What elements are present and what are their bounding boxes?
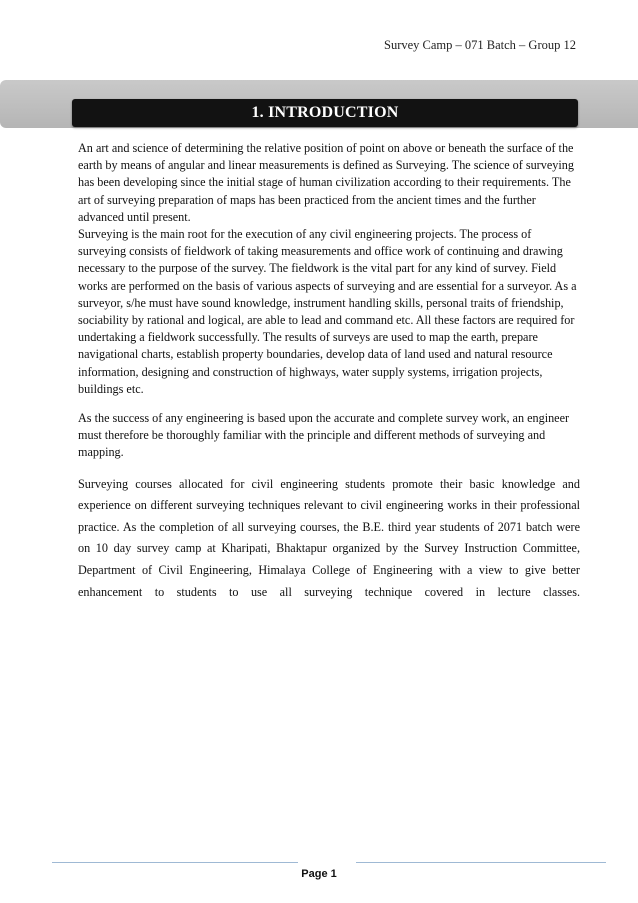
- running-header: Survey Camp – 071 Batch – Group 12: [384, 38, 576, 52]
- footer-rule-right: [356, 862, 606, 863]
- paragraph-spacer: [78, 462, 580, 474]
- paragraph-survey-camp: [78, 474, 580, 604]
- section-title: 1. INTRODUCTION: [72, 99, 578, 127]
- paragraph-success: As the success of any engineering is based upon the accurate and complete survey work, an engineer must therefore be thoroughly familiar with the principle and different methods of surveying and mapping.: [78, 411, 570, 460]
- paragraph-spacer: [78, 398, 580, 410]
- paragraph-definition: An art and science of determining the relative position of point on above or beneath the surface of the earth by means of angular and linear measurements is defined as Surveying. The science of surveying has been developing since the initial stage of human civilization according to their requirements. The art of surveying preparation of maps has been practiced from the ancient times and the further advanced until present.: [78, 141, 574, 224]
- paragraph-survey-camp-text: Surveying courses allocated for civil engineering students promote their basic knowledge and experience on different surveying techniques relevant to civil engineering works in their professional practice. As the completion of all surveying courses, the B.E. third year students of 2071 batch were on 10 day survey camp at Kharipati, Bhaktapur organized by the Survey Instruction Committee, Department of Civil Engineering, Himalaya College of Engineering with a view to give better enhancement to students to use all surveying technique covered in lecture classes.: [78, 476, 580, 599]
- paragraph-surveying-process: Surveying is the main root for the execution of any civil engineering projects. The process of surveying consists of fieldwork of taking measurements and office work of continuing and drawing necessary to the purpose of the survey. The fieldwork is the vital part for any kind of survey. Field works are performed on the basis of various aspects of surveying and are essential for a surveyor. As a surveyor, s/he must have sound knowledge, instrument handling skills, personal traits of friendship, sociability by rational and logical, are able to lead and command etc. All these factors are required for undertaking a fieldwork successfully. The results of surveys are used to map the earth, prepare navigational charts, establish property boundaries, develop data of land used and natural resource information, designing and construction of highways, water supply systems, irrigation projects, buildings etc.: [78, 227, 577, 396]
- footer-rule-left: [52, 862, 298, 863]
- page-number: Page 1: [301, 868, 337, 880]
- body-content: [78, 140, 580, 603]
